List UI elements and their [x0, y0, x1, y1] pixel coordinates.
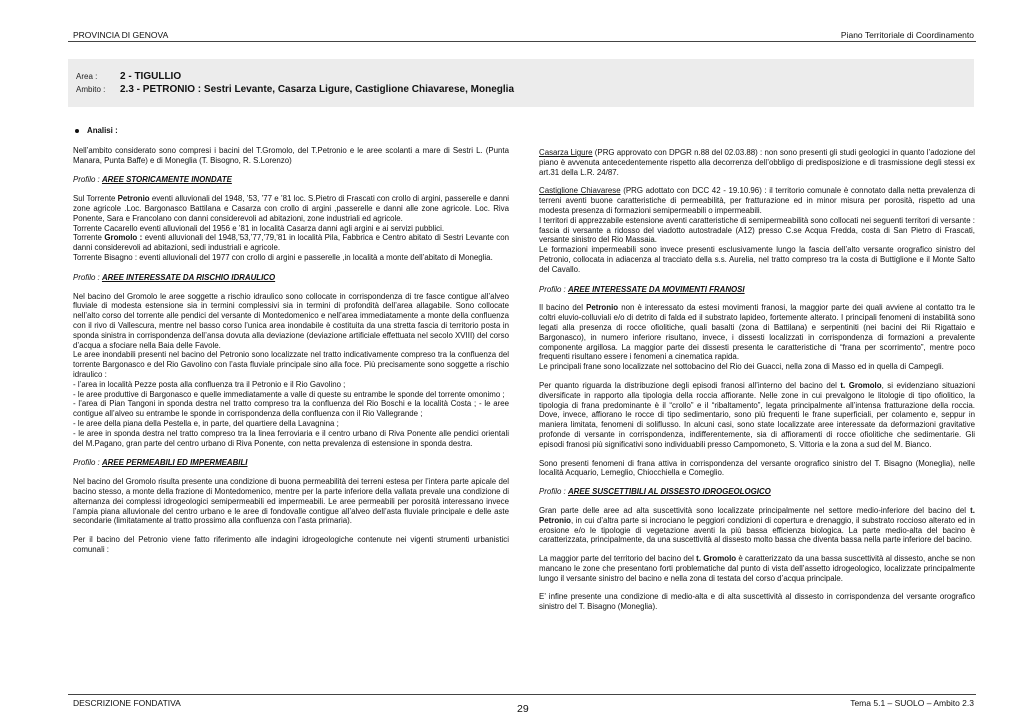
paragraph: La maggior parte del territorio del bacino del t. Gromolo è caratterizzato da una bassa suscettività al dissesto, anche se non mancano le zone che presentano forti problematiche dal punto di vista dell’assetto idrogeologico, localizzate principalmente lungo il versante sinistro del bacino e nella zona di testata del corso d’acqua principale. — [539, 554, 976, 583]
header-left: PROVINCIA DI GENOVA — [73, 30, 169, 40]
footer-left: DESCRIZIONE FONDATIVA — [73, 698, 181, 708]
left-column — [73, 126, 509, 564]
paragraph: E’ infine presente una condizione di medio-alta e di alta suscettività al dissesto in corrispondenza del versante orografico sinistro del T. Bisagno (Moneglia). — [539, 592, 975, 612]
paragraph: Gran parte delle aree ad alta suscettività sono localizzate principalmente nel settore medio-inferiore del bacino del t. Petronio, in cui d’altra parte si incrociano le peggiori condizioni di copertura e drenaggio, il substrato roccioso alterato ed in erosione e/o le tipologie di vegetazione aventi la più bassa efficienza biologica. La parte medio-alta del bacino è caratterizzata, principalmente, da una suscettività al dissesto molto bassa che diventa bassa nella parte inferiore del bacino. — [539, 505, 975, 545]
ambito-row — [76, 84, 514, 95]
area-label: Area : — [76, 72, 98, 81]
header-right: Piano Territoriale di Coordinamento — [840, 30, 974, 40]
paragraph: Le aree inondabili presenti nel bacino del Petronio sono localizzate nel tratto indicativamente compreso tra la confluenza del torrente Bargonasco e del Rio Gavolino con l’asta fluviale principale sino alla foce. Più precisamente sono soggette a rischio idraulico : — [73, 350, 509, 379]
list-item: - le aree in sponda destra nel tratto compreso tra la linea ferroviaria e il centro urbano di Riva Ponente alle pendici orientali del M.Pagano, gran parte del centro urbano di Riva Ponente, con netta prevalenza di estensione in sponda destra. — [73, 428, 509, 448]
analisi-heading — [73, 126, 509, 136]
title-box — [68, 59, 974, 107]
paragraph: Sul Torrente Petronio eventi alluvionali del 1948, ’53, ’77 e ’81 loc. S.Pietro di Frascati con crollo di argini, passerelle e danni zone agricole .Loc. Bargonasco Battilana e Casarza con crollo di argini ,passerelle e danni alle zone agricole. Loc. Riva Ponente, Sara e Francolano con danni considerevoli ad abitazioni, zone industriali ed agricole. — [73, 194, 509, 223]
section-heading: Profilo : AREE PERMEABILI ED IMPERMEABILI — [73, 458, 248, 468]
list-item: - l’area in località Pezze posta alla confluenza tra il Petronio e il Rio Gavolino ; — [73, 379, 346, 389]
page-number: 29 — [517, 703, 529, 715]
paragraph: Torrente Cacarello eventi alluvionali del 1956 e ’81 in località Casarza danni agli argini e ai servizi pubblici. — [73, 223, 445, 233]
paragraph: Nel bacino del Gromolo risulta presente una condizione di buona permeabilità dei terreni estesa per l’intera parte apicale del bacino stesso, a monte della frazione di Montedomenico, mentre per la parte inferiore della vallata prevale una condizione di alternanza dei complessi idrogeologici semipermeabili ed impermeabili. Le aree permeabili per porosità interessano invece l’ampia piana alluvionale del centro urbano e le aree di fondovalle contigue all’alveo dell’asta fluviale principale e delle aste secondarie (limitatamente al tratto prossimo alla confluenza con l’asta primaria). — [73, 477, 509, 526]
ambito-value: 2.3 - PETRONIO : Sestri Levante, Casarza Ligure, Castiglione Chiavarese, Moneglia — [120, 84, 515, 95]
analisi-label: Analisi : — [87, 126, 118, 135]
section-heading: Profilo : AREE SUSCETTIBILI AL DISSESTO IDROGEOLOGICO — [539, 487, 771, 497]
area-value: 2 - TIGULLIO — [120, 71, 182, 82]
paragraph: Casarza Ligure (PRG approvato con DPGR n.88 del 02.03.88) : non sono presenti gli studi geologici in quanto l’adozione del piano è avvenuta antecedentemente rispetto alla decorrenza dell’obbligo di predisposizione e di trasmissione degli stessi ex art.31 della L.R. 24/87. — [539, 148, 975, 177]
paragraph: Sono presenti fenomeni di frana attiva in corrispondenza del versante orografico sinistro del T. Bisagno (Moneglia), nelle località Acquario, Lemeglio, Chiocchiella e Comeglio. — [539, 458, 975, 478]
paragraph: Le principali frane sono localizzate nel sottobacino del Rio dei Guacci, nella zona di Masso ed in quella di Campegli. — [539, 362, 944, 372]
paragraph: Torrente Gromolo : eventi alluvionali del 1948,’53,’77,’79,’81 in località Pila, Fabbrica e Centro abitato di Sestri Levante con danni considerevoli ad abitazioni, sedi industriali e agricole. — [73, 233, 509, 253]
list-item: - le aree produttive di Bargonasco e quelle immediatamente a valle di queste su entrambe le sponde del torrente omonimo ; — [73, 389, 505, 399]
intro-paragraph: Nell’ambito considerato sono compresi i bacini del T.Gromolo, del T.Petronio e le aree scolanti a mare di Sestri L. (Punta Manara, Punta Baffe) e di Moneglia (T. Bisogno, R. S.Lorenzo) — [73, 145, 509, 165]
footer-divider — [68, 694, 976, 695]
right-column — [539, 148, 975, 621]
paragraph: Per il bacino del Petronio viene fatto riferimento alle indagini idrogeologiche contenute nei vigenti strumenti urbanistici comunali : — [73, 535, 509, 554]
section-heading: Profilo : AREE INTERESSATE DA MOVIMENTI FRANOSI — [539, 284, 745, 294]
paragraph: Per quanto riguarda la distribuzione degli episodi franosi all’interno del bacino del t. Gromolo, si evidenziano situazioni diversificate in rapporto alla tipologia della roccia affiorante. Nelle zone in cui prevalgono le litologie di tipo ofiolitico, la tipologia di frana predominante è il “crollo” e il “ribaltamento”, legata principalmente all’intensa fratturazione della roccia. Dove, invece, affiorano le rocce di tipo sedimentario, sono più frequenti le frane superficiali, per colamento e, seppur in maniera limitata, fenomeni di soliflusso. In alcuni casi, sono state localizzate aree interessate da deformazioni gravitative profonde di versante in corrispondenza, indifferentemente, sia di affioramenti di rocce ofiolitiche che sedimentarie. Gli episodi franosi più significativi sono individuabili presso Campomoneto, S. Vittoria e la zona a sud del M. Bianco. — [539, 380, 976, 449]
paragraph: Torrente Bisagno : eventi alluvionali del 1977 con crollo di argini e passerelle ,in località a monte dell’abitato di Moneglia. — [73, 252, 493, 262]
list-item: - le aree della piana della Pestella e, in parte, del quartiere della Lavagnina ; — [73, 418, 339, 428]
section-heading: Profilo : AREE INTERESSATE DA RISCHIO IDRAULICO — [73, 272, 276, 282]
list-item: - l’area di Pian Tangoni in sponda destra nel tratto compreso tra la confluenza del Rio Boschi e la località Costa ; - le aree contigue all’alveo su entrambe le sponde in corrispondenza della confluenza con il Rio Vallegrande ; — [73, 399, 509, 419]
area-row — [76, 71, 181, 82]
header-divider — [68, 41, 976, 42]
paragraph: I territori di apprezzabile estensione aventi caratteristiche di semipermeabilità sono collocati nei seguenti territori di versante : fascia di versante a ridosso del viadotto autostradale (A12) presso C.se Acqua Fredda, costa di San Pietro di Frascati, versante sinistro del Rio Massaia. — [539, 215, 975, 245]
section-heading: Profilo : AREE STORICAMENTE INONDATE — [73, 175, 232, 185]
paragraph: Il bacino del Petronio non è interessato da estesi movimenti franosi, la maggior parte dei quali avviene al contatto tra le coltri eluvio-colluviali e/o di detrito di falda ed il substrato lapideo, fortemente alterato. I principali fenomeni di instabilità sono legati alla presenza di rocce ofiolitiche, quali basalti (zona di Battilana) e serpentiniti (nei bacini dei Rii Rigattaio e Bargonasco), in numero inferiore risultano, invece, i dissesti localizzati in corrispondenza di formazioni a prevalente componente argillosa. La maggior parte dei dissesti presenta le caratteristiche di “frana per scorrimento”, mentre poco frequenti risultano essere i fenomeni a cinematica rapida. — [539, 303, 975, 362]
bullet-icon — [75, 129, 79, 133]
footer-right: Tema 5.1 – SUOLO – Ambito 2.3 — [850, 698, 974, 708]
paragraph: Castiglione Chiavarese (PRG adottato con DCC 42 - 19.10.96) : il territorio comunale è connotato dalla netta prevalenza di terreni aventi buone caratteristiche di permeabilità, per fratturazione ed in minor misura per porosità, rispetto ad una modesta presenza di formazioni semipermeabili o impermeabili. — [539, 186, 975, 215]
paragraph: Le formazioni impermeabili sono invece presenti esclusivamente lungo la fascia dell’alto versante orografico sinistro del Petronio, collocata in adiacenza al tracciato della s.s. Aurelia, nel tratto compreso tra la costa di Buttiglione e il Monte Salto del Cavallo. — [539, 245, 975, 274]
ambito-label: Ambito : — [76, 85, 106, 94]
paragraph: Nel bacino del Gromolo le aree soggette a rischio idraulico sono collocate in corrispondenza di tre fasce contigue all’alveo fluviale di modesta estensione sia in termini complessivi sia in termini di profondità dell’area allagabile. Sono collocate nell’alto corso del torrente alle pendici del versante di Montedomenico e nell’area immediatamente a monte della confluenza con il rivo di Vallescura, mentre nel basso corso l’unica area inondabile è costituita da una stretta fascia di territorio posta in sponda sinistra in corrispondenza dell’ansa dovuta alla deviazione (deviazione artificiale effettuata nel secolo XVIII) del corso d’acqua a sfociare nella Baia delle Favole. — [73, 291, 509, 350]
